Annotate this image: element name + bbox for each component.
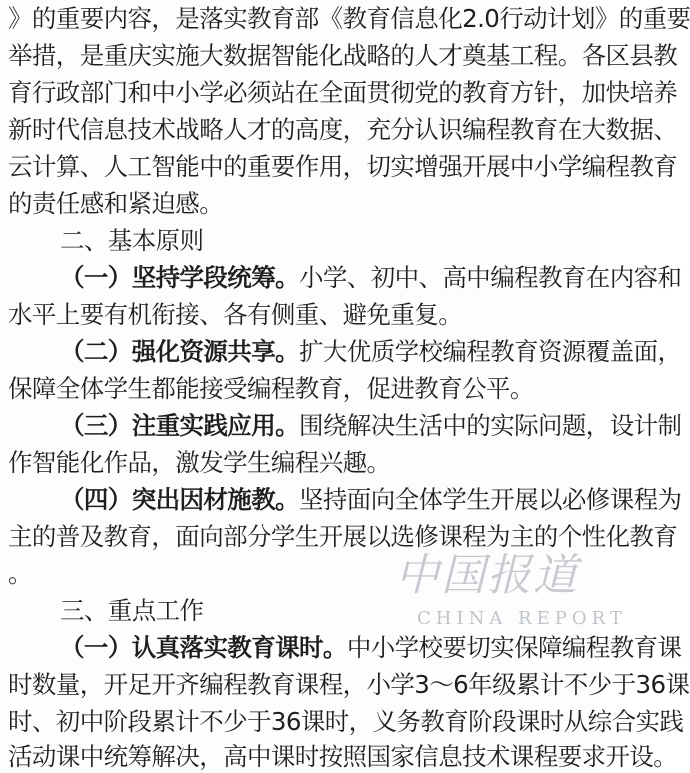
principle-title: （四）突出因材施教。: [60, 485, 299, 514]
text-line: 时、初中阶段累计不少于36课时，义务教育阶段课时从综合实践: [8, 707, 684, 736]
text-line: 》的重要内容，是落实教育部《教育信息化2.0行动计划》的重要: [8, 4, 690, 33]
watermark-chinese: 中国报道: [395, 550, 579, 601]
principle-title: （三）注重实践应用。: [60, 411, 299, 440]
text-line: 举措，是重庆实施大数据智能化战略的人才奠基工程。各区县教: [8, 41, 678, 70]
text-line: 小学、初中、高中编程教育在内容和: [299, 263, 682, 292]
text-line: 主的普及教育，面向部分学生开展以选修课程为主的个性化教育: [8, 522, 678, 551]
text-line: 保障全体学生都能接受编程教育，促进教育公平。: [8, 374, 534, 403]
text-line: 云计算、人工智能中的重要作用，切实增强开展中小学编程教育: [8, 152, 678, 181]
principle-title: （二）强化资源共享。: [60, 337, 299, 366]
text-line: 水平上要有机衔接、各有侧重、避免重复。: [8, 300, 463, 329]
text-line: 育行政部门和中小学必须站在全面贯彻党的教育方针，加快培养: [8, 78, 678, 107]
text-line: 扩大优质学校编程教育资源覆盖面，: [299, 337, 682, 366]
principle-item: [60, 337, 681, 367]
text-line: 活动课中统筹解决，高中课时按照国家信息技术课程要求开设。: [8, 742, 678, 771]
principle-item: [60, 485, 681, 515]
section-heading: 三、重点工作: [60, 596, 204, 625]
principle-item: [60, 263, 681, 293]
text-line: 坚持面向全体学生开展以必修课程为: [299, 485, 682, 514]
china-report-watermark: [395, 548, 627, 648]
text-line: 的责任感和紧迫感。: [8, 189, 224, 218]
section-heading: 二、基本原则: [60, 226, 204, 255]
text-line: 时数量，开足开齐编程教育课程，小学3～6年级累计不少于36课: [8, 670, 690, 699]
principle-title: （一）坚持学段统筹。: [60, 263, 299, 292]
text-line: 作智能化作品，激发学生编程兴趣。: [8, 448, 391, 477]
text-line: 围绕解决生活中的实际问题，设计制: [299, 411, 682, 440]
watermark-english: CHINA REPORT: [417, 608, 627, 629]
text-line: 中小学校要切实保障编程教育课: [346, 633, 682, 662]
task-title: （一）认真落实教育课时。: [60, 633, 347, 662]
text-line: 新时代信息技术战略人才的高度，充分认识编程教育在大数据、: [8, 115, 678, 144]
text-line: 。: [8, 559, 32, 588]
principle-item: [60, 411, 681, 441]
